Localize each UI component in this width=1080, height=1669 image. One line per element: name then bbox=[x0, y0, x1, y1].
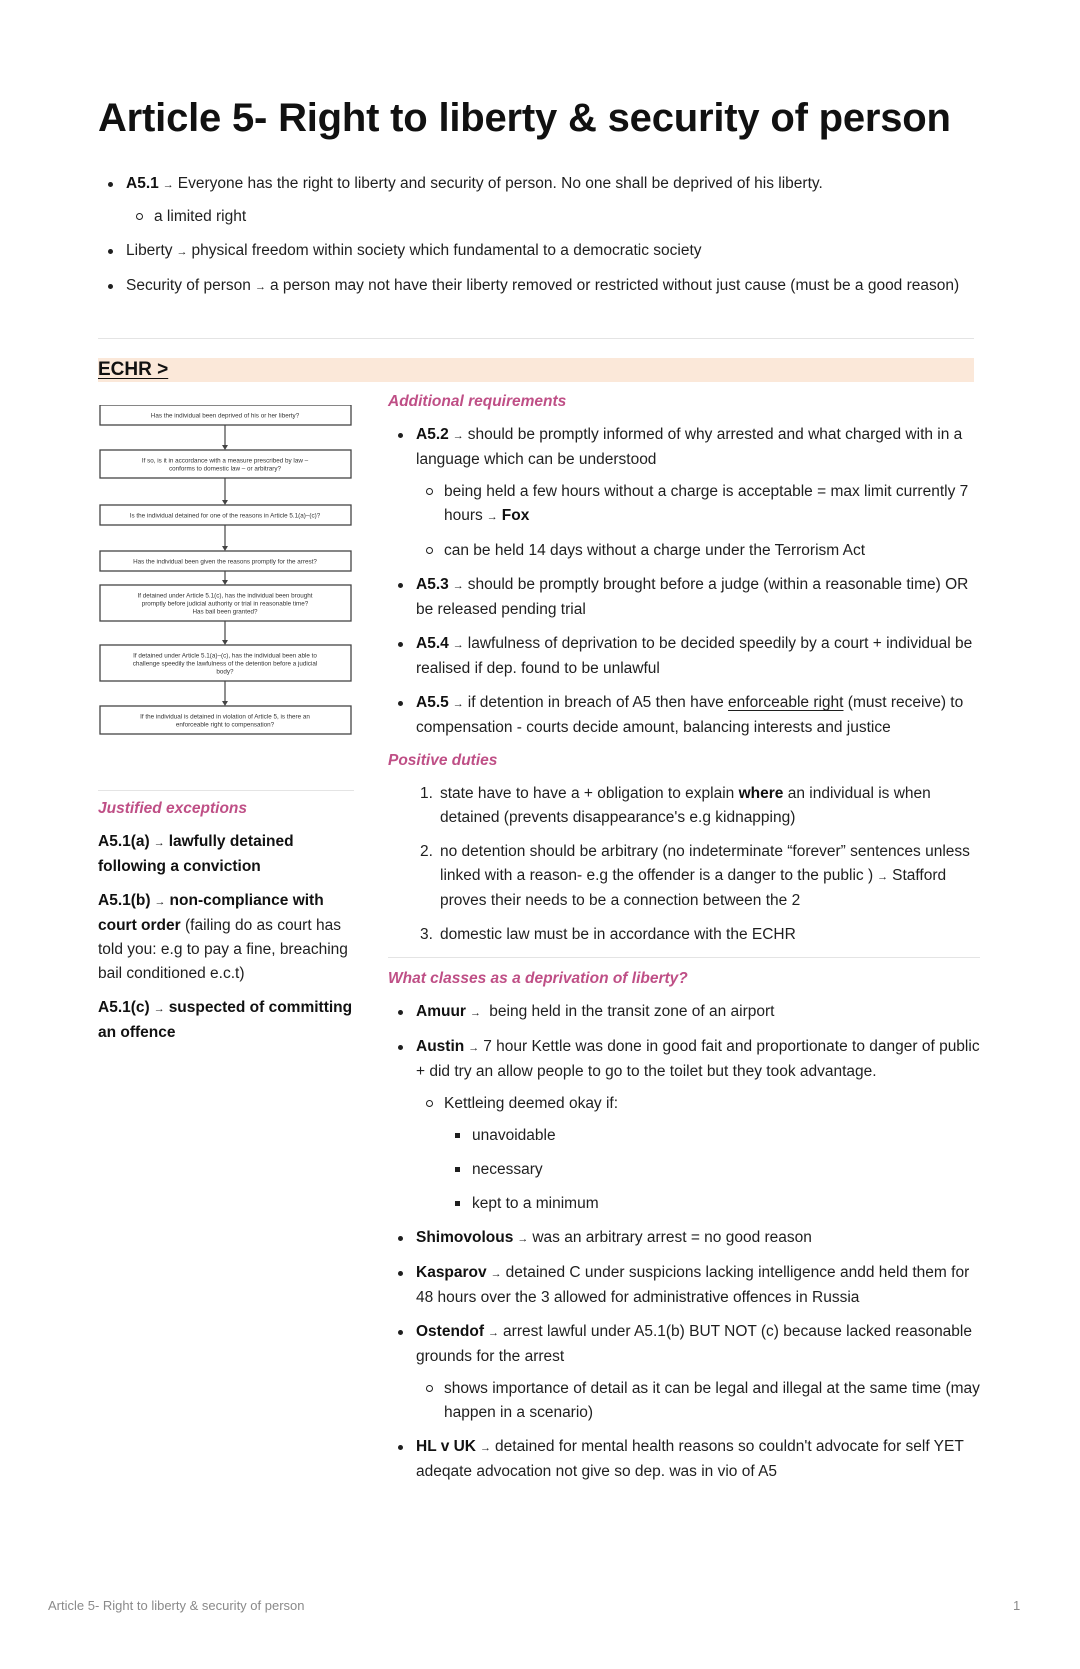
list-item: Shimovolous → was an arbitrary arrest = no good reason bbox=[388, 1226, 980, 1251]
list-item: shows importance of detail as it can be legal and illegal at the same time (may happen in a scenario) bbox=[416, 1377, 980, 1425]
list-item: 2. no detention should be arbitrary (no indeterminate “forever” sentences unless linked with a reason- e.g the offender is a danger to the public ) → Stafford proves their needs to be a connection between the 2 bbox=[420, 843, 970, 909]
section-heading: Additional requirements bbox=[388, 393, 567, 410]
list-item: can be held 14 days without a charge under the Terrorism Act bbox=[416, 539, 980, 563]
list-item: A5.4 → lawfulness of deprivation to be decided speedily by a court + individual be realised if dep. found to be unlawful bbox=[388, 632, 980, 681]
footer-title: Article 5- Right to liberty & security of person bbox=[48, 1598, 305, 1613]
list-item: A5.2 → should be promptly informed of why arrested and what charged with in a language which can be understood being held a few hours without a charge is acceptable = max limit currently 7 hours → Fox can be held 14 days without a charge under the Terrorism Act bbox=[388, 423, 980, 563]
list-item: kept to a minimum bbox=[444, 1192, 980, 1216]
flowchart-arrowhead bbox=[222, 445, 228, 450]
right-column bbox=[388, 391, 980, 1494]
list-item: 3. domestic law must be in accordance with the ECHR bbox=[420, 926, 796, 943]
flowchart bbox=[98, 405, 354, 765]
flowchart-arrowhead bbox=[222, 640, 228, 645]
section-heading: Justified exceptions bbox=[98, 800, 248, 817]
intro-section bbox=[98, 172, 978, 309]
page-number: 1 bbox=[1013, 1598, 1021, 1613]
echr-band bbox=[98, 358, 974, 382]
exception-b: A5.1(b) → non-compliance with court order (failing do as court has told you: e.g to pay a fine, breaching bail conditioned e.c.t) bbox=[98, 892, 348, 982]
justified-exceptions bbox=[98, 798, 360, 1045]
list-item: 1. state have to have a + obligation to explain where an individual is when detained (prevents disappearance's e.g kidnapping) bbox=[420, 785, 931, 826]
flowchart-box-text: Has bail been granted? bbox=[192, 608, 258, 616]
list-item: unavoidable bbox=[444, 1124, 980, 1148]
list-item: Security of person → a person may not have their liberty removed or restricted without just cause (must be a good reason) bbox=[98, 274, 978, 299]
list-item: being held a few hours without a charge is acceptable = max limit currently 7 hours → Fox bbox=[416, 480, 980, 529]
flowchart-arrowhead bbox=[222, 546, 228, 551]
exception-c: A5.1(c) → suspected of committing an offence bbox=[98, 999, 353, 1041]
flowchart-box-text: If detained under Article 5.1(c), has the individual been brought bbox=[137, 592, 313, 600]
exception-a: A5.1(a) → lawfully detained following a conviction bbox=[98, 833, 294, 875]
flowchart-box-text: conforms to domestic law – or arbitrary? bbox=[169, 465, 281, 473]
list-item: Liberty → physical freedom within society which fundamental to a democratic society bbox=[98, 239, 978, 264]
list-item: Amuur → being held in the transit zone of an airport bbox=[388, 1000, 980, 1025]
flowchart-arrowhead bbox=[222, 580, 228, 585]
flowchart-arrowhead bbox=[222, 500, 228, 505]
flowchart-box-text: If the individual is detained in violation of Article 5, is there an bbox=[140, 713, 310, 721]
flowchart-box-text: challenge speedily the lawfulness of the detention before a judicial bbox=[132, 660, 318, 668]
flowchart-box-text: Is the individual detained for one of the reasons in Article 5.1(a)–(c)? bbox=[129, 512, 321, 520]
section-heading: Positive duties bbox=[388, 752, 498, 769]
list-item: Kasparov → detained C under suspicions lacking intelligence andd held them for 48 hours over the 3 allowed for administrative offences in Russia bbox=[388, 1261, 980, 1310]
section-heading: What classes as a deprivation of liberty? bbox=[388, 970, 688, 987]
flowchart-box-text: promptly before judicial authority or trial in reasonable time? bbox=[141, 600, 309, 608]
flowchart-box-text: enforceable right to compensation? bbox=[175, 721, 275, 729]
flowchart-arrowhead bbox=[222, 701, 228, 706]
list-item: Ostendof → arrest lawful under A5.1(b) BUT NOT (c) because lacked reasonable grounds for the arrest shows importance of detail as it can be legal and illegal at the same time (may happen in a scenario) bbox=[388, 1320, 980, 1425]
divider bbox=[98, 338, 974, 339]
list-item: HL v UK → detained for mental health reasons so couldn't advocate for self YET adeqate advocation not give so dep. was in vio of A5 bbox=[388, 1435, 980, 1484]
list-item: A5.5 → if detention in breach of A5 then have enforceable right (must receive) to compensation - courts decide amount, balancing interests and justice bbox=[388, 691, 980, 740]
flowchart-box-text: If so, is it in accordance with a measure prescribed by law – bbox=[141, 457, 309, 465]
list-item: A5.3 → should be promptly brought before a judge (within a reasonable time) OR be released pending trial bbox=[388, 573, 980, 622]
flowchart-box-text: Has the individual been given the reasons promptly for the arrest? bbox=[133, 558, 317, 566]
flowchart-box-text: body? bbox=[216, 668, 234, 676]
page-title: Article 5- Right to liberty & security of person bbox=[98, 96, 951, 140]
list-item: Kettleing deemed okay if: unavoidable necessary kept to a minimum bbox=[416, 1092, 980, 1216]
list-item: A5.1 → Everyone has the right to liberty and security of person. No one shall be deprived of his liberty. a limited right bbox=[98, 172, 978, 229]
echr-heading: ECHR > bbox=[98, 359, 169, 380]
flowchart-box-text: Has the individual been deprived of his or her liberty? bbox=[150, 412, 300, 420]
list-item: necessary bbox=[444, 1158, 980, 1182]
divider bbox=[388, 957, 980, 958]
list-item: Austin → 7 hour Kettle was done in good fait and proportionate to danger of public + did try an allow people to go to the toilet but they took advantage. Kettleing deemed okay if: unavoidable necessary kept to a minimum bbox=[388, 1035, 980, 1216]
flowchart-box-text: If detained under Article 5.1(a)–(c), has the individual been able to bbox=[133, 652, 317, 660]
divider bbox=[98, 790, 354, 791]
list-item: a limited right bbox=[126, 205, 978, 229]
